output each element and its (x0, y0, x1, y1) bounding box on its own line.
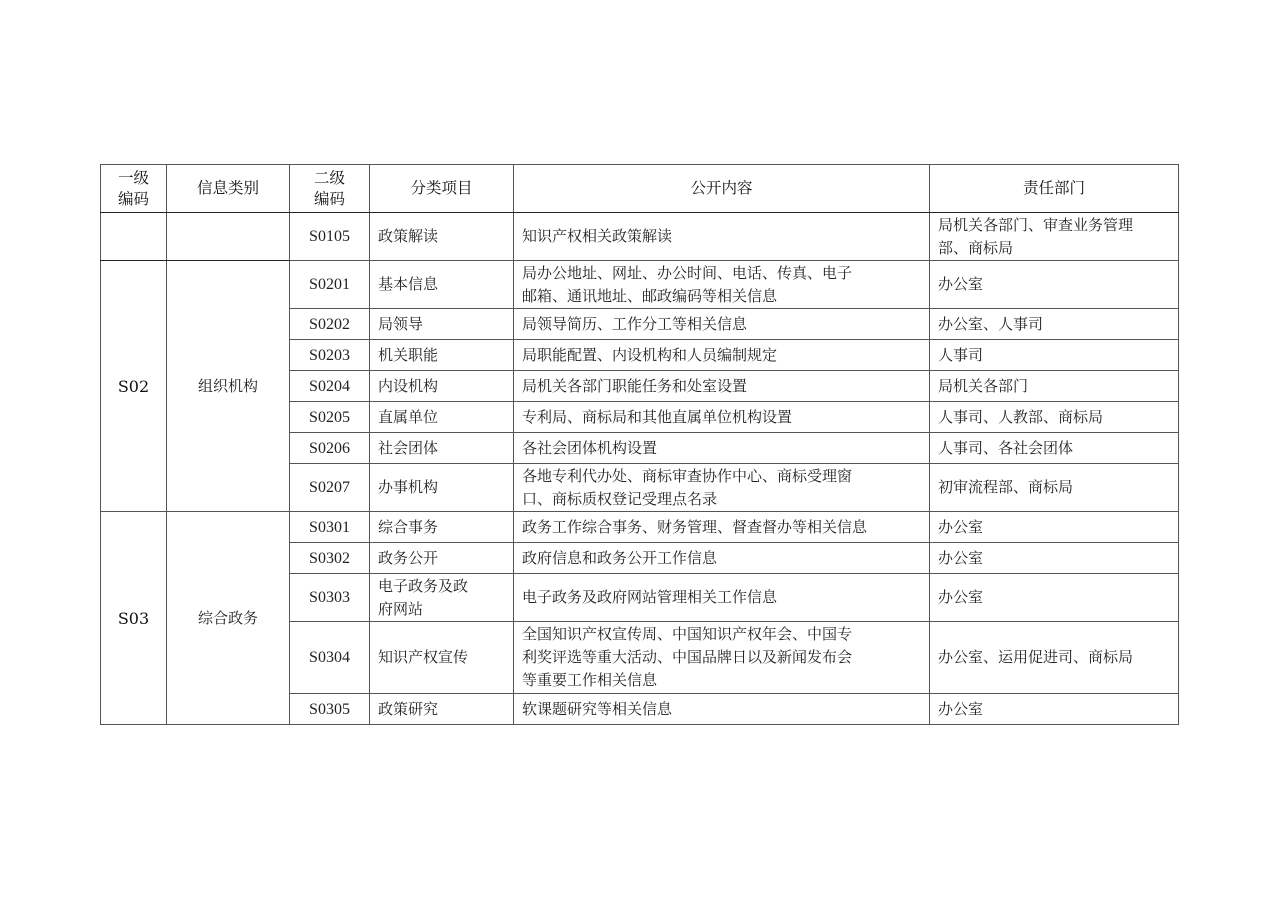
responsible-dept-cell (930, 574, 1179, 622)
public-content-cell-line: 局办公地址、网址、办公时间、电话、传真、电子 (522, 263, 853, 282)
level2-code-cell: S0304 (290, 622, 370, 694)
responsible-dept-cell (930, 694, 1179, 725)
responsible-dept-cell (930, 261, 1179, 309)
classification-item-cell-line: 政务公开 (378, 548, 439, 567)
classification-item-cell (370, 574, 514, 622)
public-content-cell-line: 各地专利代办处、商标审查协作中心、商标受理窗 (522, 466, 853, 485)
responsible-dept-cell (930, 402, 1179, 433)
public-content-cell (514, 543, 930, 574)
responsible-dept-cell (930, 309, 1179, 340)
header-public-content: 公开内容 (514, 165, 930, 213)
classification-item-cell (370, 694, 514, 725)
responsible-dept-cell-line: 办公室 (938, 588, 984, 606)
classification-item-cell (370, 543, 514, 574)
table-row (101, 261, 1179, 309)
responsible-dept-cell-line: 局机关各部门、审查业务管理 (938, 215, 1134, 234)
public-content-cell-line: 政务工作综合事务、财务管理、督查督办等相关信息 (522, 517, 868, 536)
classification-item-cell (370, 309, 514, 340)
table-row (101, 213, 1179, 261)
responsible-dept-cell-line: 办公室 (938, 275, 984, 293)
public-content-cell-line: 软课题研究等相关信息 (522, 699, 673, 718)
public-content-cell (514, 340, 930, 371)
header-classification-item: 分类项目 (370, 165, 514, 213)
classification-item-cell-line: 基本信息 (378, 275, 439, 293)
level2-code-cell: S0201 (290, 261, 370, 309)
classification-item-cell (370, 371, 514, 402)
classification-item-cell (370, 340, 514, 371)
responsible-dept-cell-line: 人事司、各社会团体 (938, 438, 1074, 457)
responsible-dept-cell-line: 办公室、人事司 (938, 314, 1044, 333)
public-content-cell (514, 694, 930, 725)
classification-item-cell-line: 直属单位 (378, 407, 439, 426)
classification-item-cell (370, 261, 514, 309)
responsible-dept-cell-line: 局机关各部门 (938, 376, 1029, 395)
classification-item-cell (370, 402, 514, 433)
level2-code-cell: S0202 (290, 309, 370, 340)
classification-item-cell-line: 机关职能 (378, 345, 439, 364)
public-content-cell (514, 402, 930, 433)
public-content-cell-line: 局领导简历、工作分工等相关信息 (522, 314, 748, 333)
level2-code-cell: S0305 (290, 694, 370, 725)
level2-code-cell: S0303 (290, 574, 370, 622)
responsible-dept-cell (930, 433, 1179, 464)
level2-code-cell: S0206 (290, 433, 370, 464)
level2-code-cell: S0301 (290, 512, 370, 543)
responsible-dept-cell (930, 512, 1179, 543)
responsible-dept-cell-line: 初审流程部、商标局 (938, 478, 1074, 496)
classification-item-cell (370, 464, 514, 512)
classification-item-cell-line: 内设机构 (378, 376, 439, 395)
level1-code-cell (101, 213, 167, 261)
classification-item-cell (370, 512, 514, 543)
classification-item-cell-line: 局领导 (378, 314, 424, 333)
responsible-dept-cell-line: 人事司、人教部、商标局 (938, 407, 1104, 426)
responsible-dept-cell (930, 340, 1179, 371)
level2-code-cell: S0105 (290, 213, 370, 261)
public-content-cell-line: 局职能配置、内设机构和人员编制规定 (522, 345, 778, 364)
public-content-cell-line: 等重要工作相关信息 (522, 671, 658, 689)
public-content-cell (514, 464, 930, 512)
level2-code-cell: S0207 (290, 464, 370, 512)
classification-item-cell-line: 综合事务 (378, 517, 439, 536)
classification-item-cell (370, 213, 514, 261)
level2-code-cell: S0205 (290, 402, 370, 433)
classification-item-cell-line: 办事机构 (378, 478, 439, 496)
public-content-cell-line: 口、商标质权登记受理点名录 (522, 489, 718, 508)
public-content-cell-line: 各社会团体机构设置 (522, 438, 658, 457)
responsible-dept-cell-line: 办公室 (938, 699, 984, 718)
level1-code-cell: S02 (101, 261, 167, 512)
header-info-category: 信息类别 (167, 165, 290, 213)
public-content-cell (514, 213, 930, 261)
level2-code-cell: S0203 (290, 340, 370, 371)
table-header (101, 165, 1179, 213)
public-content-cell (514, 622, 930, 694)
info-disclosure-table (100, 164, 1179, 725)
level1-code-cell: S03 (101, 512, 167, 725)
classification-item-cell-line: 政策解读 (378, 227, 439, 245)
public-content-cell (514, 261, 930, 309)
responsible-dept-cell-line: 人事司 (938, 345, 984, 364)
level2-code-cell: S0302 (290, 543, 370, 574)
public-content-cell-line: 邮箱、通讯地址、邮政编码等相关信息 (522, 286, 778, 305)
header-responsible-dept: 责任部门 (930, 165, 1179, 213)
public-content-cell-line: 利奖评选等重大活动、中国品牌日以及新闻发布会 (522, 648, 853, 666)
classification-item-cell-line: 知识产权宣传 (378, 648, 469, 666)
classification-item-cell (370, 622, 514, 694)
info-category-cell: 组织机构 (167, 261, 290, 512)
public-content-cell (514, 433, 930, 464)
classification-item-cell-line: 电子政务及政 (378, 576, 469, 595)
public-content-cell (514, 512, 930, 543)
info-category-cell (167, 213, 290, 261)
responsible-dept-cell (930, 622, 1179, 694)
header-level1-code: 一级 编码 (101, 165, 167, 213)
classification-item-cell-line: 社会团体 (378, 438, 439, 457)
classification-item-cell-line: 府网站 (378, 599, 424, 618)
public-content-cell-line: 政府信息和政务公开工作信息 (522, 548, 718, 567)
table-row (101, 512, 1179, 543)
header-level2-code: 二级 编码 (290, 165, 370, 213)
level2-code-cell: S0204 (290, 371, 370, 402)
public-content-cell (514, 309, 930, 340)
info-category-cell: 综合政务 (167, 512, 290, 725)
responsible-dept-cell-line: 办公室 (938, 517, 984, 536)
classification-item-cell-line: 政策研究 (378, 699, 439, 718)
header-row (101, 165, 1179, 213)
public-content-cell-line: 全国知识产权宣传周、中国知识产权年会、中国专 (522, 625, 853, 643)
public-content-cell-line: 专利局、商标局和其他直属单位机构设置 (522, 407, 793, 426)
responsible-dept-cell (930, 464, 1179, 512)
responsible-dept-cell-line: 办公室 (938, 548, 984, 567)
responsible-dept-cell (930, 543, 1179, 574)
responsible-dept-cell (930, 213, 1179, 261)
responsible-dept-cell-line: 部、商标局 (938, 238, 1014, 257)
responsible-dept-cell-line: 办公室、运用促进司、商标局 (938, 648, 1134, 666)
public-content-cell (514, 574, 930, 622)
public-content-cell-line: 局机关各部门职能任务和处室设置 (522, 376, 748, 395)
classification-item-cell (370, 433, 514, 464)
public-content-cell (514, 371, 930, 402)
public-content-cell-line: 电子政务及政府网站管理相关工作信息 (522, 588, 778, 606)
table-body (101, 213, 1179, 725)
public-content-cell-line: 知识产权相关政策解读 (522, 227, 673, 245)
responsible-dept-cell (930, 371, 1179, 402)
